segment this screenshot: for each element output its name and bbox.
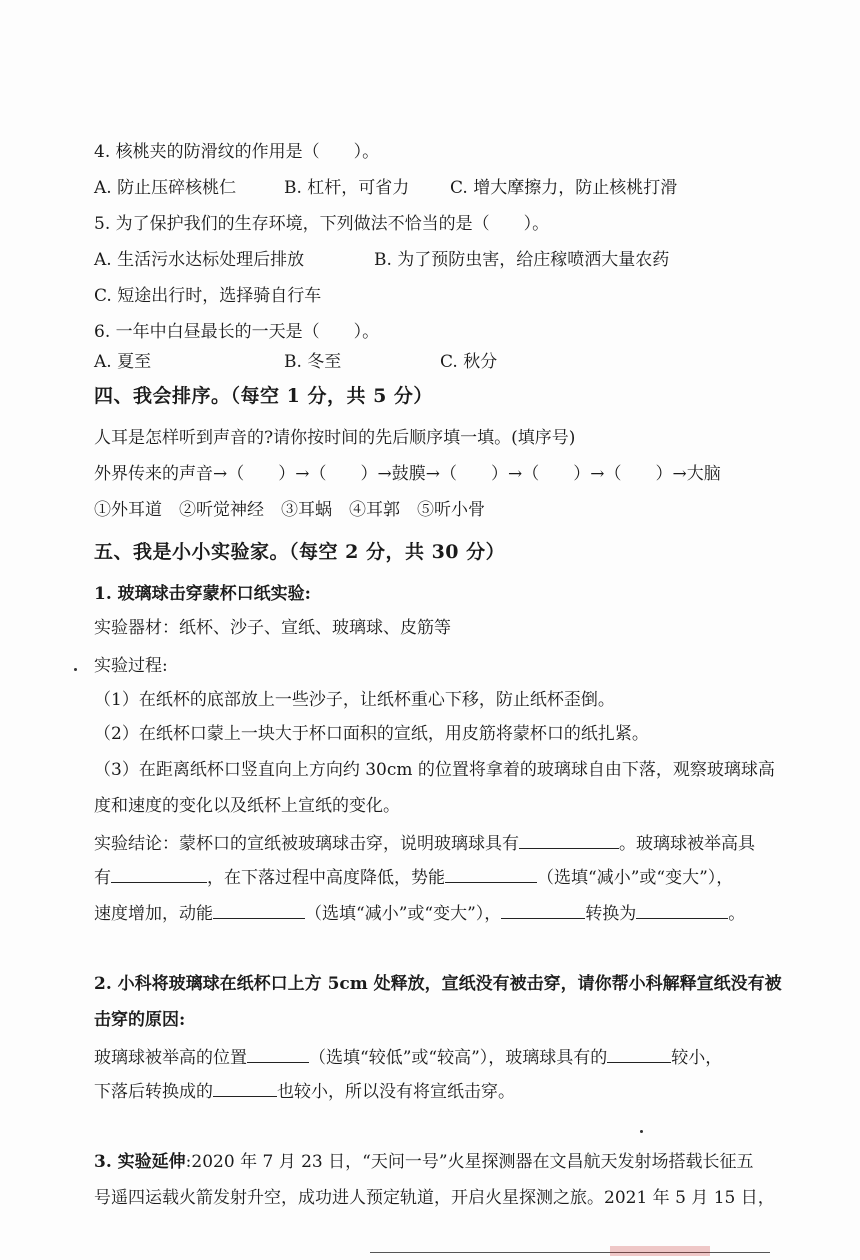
question-6-stem: 6. 一年中白昼最长的一天是（ ）。 (94, 322, 380, 342)
answer-blank[interactable] (247, 1044, 309, 1063)
experiment-2-question-a: 2. 小科将玻璃球在纸杯口上方 5cm 处释放，宣纸没有被击穿，请你帮小科解释宣纸没有被 (94, 974, 782, 994)
answer-blank[interactable] (519, 830, 619, 849)
q5-option-b: B. 为了预防虫害，给庄稼喷洒大量农药 (374, 250, 670, 270)
q5-option-c: C. 短途出行时，选择骑自行车 (94, 286, 322, 306)
exp2-answer-2-text-b: 也较小，所以没有将宣纸击穿。 (277, 1082, 515, 1102)
experiment-3-label: 3. 实验延伸 (94, 1152, 186, 1172)
conclusion-3-text-c: 转换为 (585, 904, 637, 924)
conclusion-line-1 (94, 830, 755, 856)
q6-option-b: B. 冬至 (284, 352, 342, 372)
red-stamp-mark (610, 1246, 710, 1256)
conclusion-line-3 (94, 900, 745, 926)
scan-speck (640, 1130, 643, 1133)
experiment-1-step-3a: （3）在距离纸杯口竖直向上方向约 30cm 的位置将拿着的玻璃球自由下落，观察玻璃球高 (94, 760, 775, 780)
experiment-3-line-2: 号遥四运载火箭发射升空，成功进人预定轨道，开启火星探测之旅。2021 年 5 月 15 日， (94, 1188, 775, 1208)
exp2-answer-1-text-a: 玻璃球被举高的位置 (94, 1048, 247, 1068)
section-5-title: 五、我是小小实验家。（每空 2 分，共 30 分） (94, 541, 506, 563)
section-4-prompt: 人耳是怎样听到声音的?请你按时间的先后顺序填一填。(填序号) (94, 428, 576, 448)
q4-option-a: A. 防止压碎核桃仁 (94, 178, 237, 198)
experiment-3-line-1 (94, 1150, 754, 1174)
answer-blank[interactable] (445, 864, 537, 883)
answer-blank[interactable] (213, 1078, 277, 1097)
conclusion-line-2 (94, 864, 733, 890)
conclusion-1-text-a: 实验结论：蒙杯口的宣纸被玻璃球击穿，说明玻璃球具有 (94, 834, 519, 854)
experiment-3-text-1: :2020 年 7 月 23 日，“天问一号”火星探测器在文昌航天发射场搭载长征五 (185, 1152, 754, 1172)
answer-blank[interactable] (111, 864, 207, 883)
q4-option-c: C. 增大摩擦力，防止核桃打滑 (450, 178, 678, 198)
exp2-answer-1-text-c: 较小， (671, 1048, 723, 1068)
answer-blank[interactable] (607, 1044, 671, 1063)
experiment-1-step-1: （1）在纸杯的底部放上一些沙子，让纸杯重心下移，防止纸杯歪倒。 (94, 690, 615, 710)
question-5-stem: 5. 为了保护我们的生存环境，下列做法不恰当的是（ ）。 (94, 214, 550, 234)
conclusion-1-text-b: 。玻璃球被举高具 (619, 834, 755, 854)
answer-blank[interactable] (501, 900, 585, 919)
question-4-stem: 4. 核桃夹的防滑纹的作用是（ ）。 (94, 142, 380, 162)
conclusion-2-text-a: 有 (94, 868, 111, 888)
exp2-answer-2-text-a: 下落后转换成的 (94, 1082, 213, 1102)
exp2-answer-1-text-b: （选填“较低”或“较高”），玻璃球具有的 (309, 1048, 608, 1068)
answer-blank[interactable] (213, 900, 305, 919)
experiment-1-title: 1. 玻璃球击穿蒙杯口纸实验: (94, 584, 311, 604)
experiment-1-process-label: 实验过程: (94, 656, 168, 676)
bottom-divider (370, 1252, 770, 1253)
experiment-1-step-3b: 度和速度的变化以及纸杯上宣纸的变化。 (94, 796, 400, 816)
answer-blank[interactable] (636, 900, 728, 919)
q6-option-c: C. 秋分 (440, 352, 498, 372)
q5-option-a: A. 生活污水达标处理后排放 (94, 250, 305, 270)
experiment-1-step-2: （2）在纸杯口蒙上一块大于杯口面积的宣纸，用皮筋将蒙杯口的纸扎紧。 (94, 724, 649, 744)
conclusion-3-text-d: 。 (728, 904, 746, 924)
scan-speck (74, 668, 77, 671)
section-4-title: 四、我会排序。（每空 1 分，共 5 分） (94, 385, 433, 407)
experiment-2-answer-line-2 (94, 1078, 515, 1104)
q4-option-b: B. 杠杆，可省力 (284, 178, 410, 198)
conclusion-3-text-b: （选填“减小”或“变大”）， (305, 904, 502, 924)
section-4-choices: ①外耳道 ②听觉神经 ③耳蜗 ④耳郭 ⑤听小骨 (94, 500, 485, 520)
conclusion-2-text-c: （选填“减小”或“变大”）， (537, 868, 734, 888)
experiment-2-answer-line-1 (94, 1044, 722, 1070)
conclusion-2-text-b: ，在下落过程中高度降低，势能 (207, 868, 445, 888)
experiment-1-materials: 实验器材：纸杯、沙子、宣纸、玻璃球、皮筋等 (94, 618, 451, 638)
experiment-2-question-b: 击穿的原因: (94, 1010, 186, 1030)
conclusion-3-text-a: 速度增加，动能 (94, 904, 213, 924)
q6-option-a: A. 夏至 (94, 352, 152, 372)
section-4-sequence: 外界传来的声音→（ ）→（ ）→鼓膜→（ ）→（ ）→（ ）→大脑 (94, 464, 721, 484)
